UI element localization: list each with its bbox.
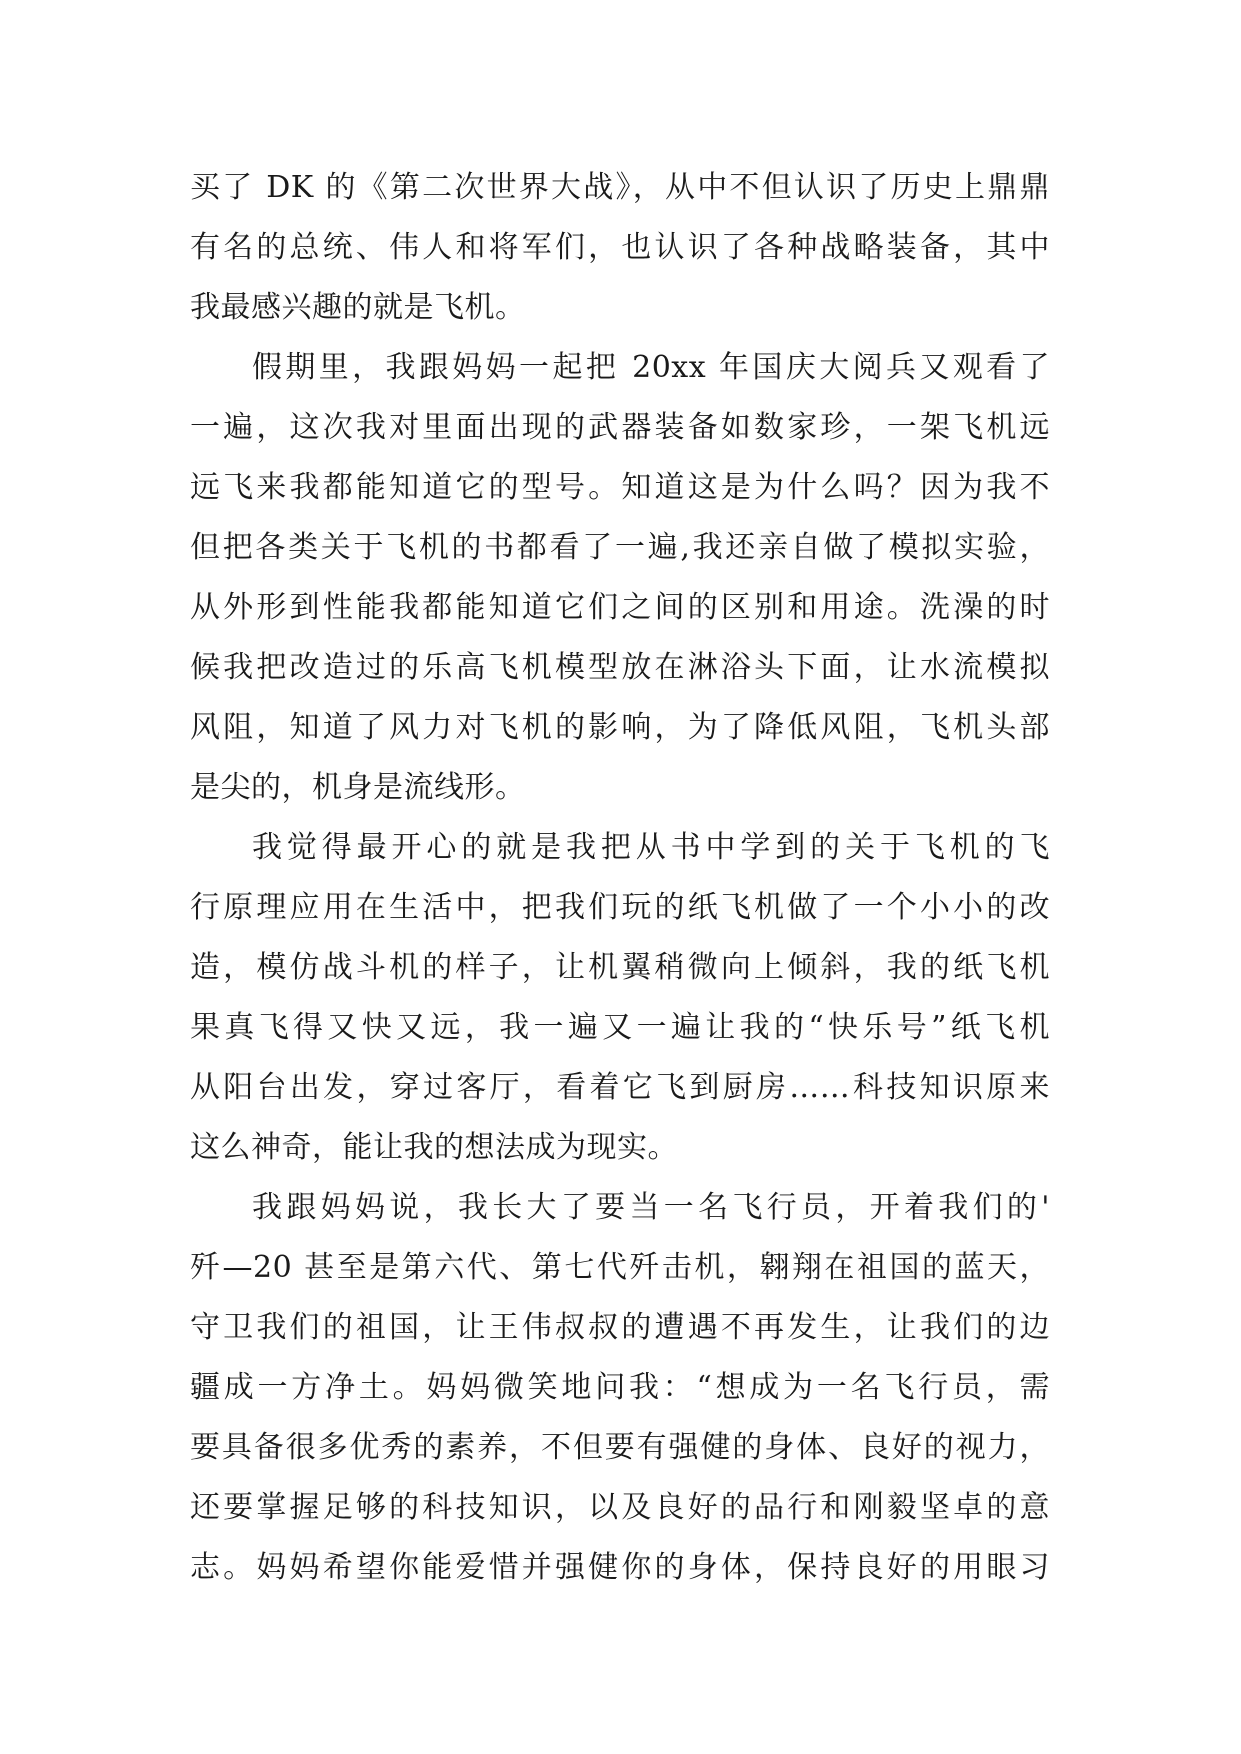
text-line: 行原理应用在生活中，把我们玩的纸飞机做了一个小小的改 (190, 890, 1050, 925)
text-line: 是尖的，机身是流线形。 (190, 770, 526, 805)
text-line: 候我把改造过的乐高飞机模型放在淋浴头下面，让水流模拟 (190, 650, 1050, 685)
text-line: 一遍，这次我对里面出现的武器装备如数家珍，一架飞机远 (190, 410, 1050, 445)
text-line: 我最感兴趣的就是飞机。 (190, 290, 526, 325)
text-line: 守卫我们的祖国，让王伟叔叔的遭遇不再发生，让我们的边 (190, 1310, 1050, 1345)
text-line: 这么神奇，能让我的想法成为现实。 (190, 1130, 678, 1165)
paragraph-start-line: 我觉得最开心的就是我把从书中学到的关于飞机的飞 (252, 830, 1050, 865)
text-line: 风阻，知道了风力对飞机的影响，为了降低风阻，飞机头部 (190, 710, 1050, 745)
text-line: 果真飞得又快又远，我一遍又一遍让我的“快乐号”纸飞机 (190, 1010, 1050, 1045)
text-line: 疆成一方净土。妈妈微笑地问我：“想成为一名飞行员，需 (190, 1370, 1050, 1405)
text-line: 从阳台出发，穿过客厅，看着它飞到厨房……科技知识原来 (190, 1070, 1050, 1105)
body-text (190, 158, 1050, 1598)
text-line: 要具备很多优秀的素养，不但要有强健的身体、良好的视力， (190, 1430, 1050, 1465)
text-line: 从外形到性能我都能知道它们之间的区别和用途。洗澡的时 (190, 590, 1050, 625)
text-line: 但把各类关于飞机的书都看了一遍,我还亲自做了模拟实验， (190, 530, 1050, 565)
text-line: 造，模仿战斗机的样子，让机翼稍微向上倾斜，我的纸飞机 (190, 950, 1050, 985)
text-line: 歼—20 甚至是第六代、第七代歼击机，翱翔在祖国的蓝天， (190, 1250, 1050, 1285)
text-line: 买了 DK 的《第二次世界大战》，从中不但认识了历史上鼎鼎 (190, 170, 1050, 205)
paragraph-start-line: 假期里，我跟妈妈一起把 20xx 年国庆大阅兵又观看了 (252, 350, 1050, 385)
text-line: 远飞来我都能知道它的型号。知道这是为什么吗？因为我不 (190, 470, 1050, 505)
text-line: 有名的总统、伟人和将军们，也认识了各种战略装备，其中 (190, 230, 1050, 265)
paragraph-start-line: 我跟妈妈说，我长大了要当一名飞行员，开着我们的' (252, 1190, 1050, 1225)
text-line: 志。妈妈希望你能爱惜并强健你的身体，保持良好的用眼习 (190, 1550, 1050, 1585)
text-line: 还要掌握足够的科技知识，以及良好的品行和刚毅坚卓的意 (190, 1490, 1050, 1525)
